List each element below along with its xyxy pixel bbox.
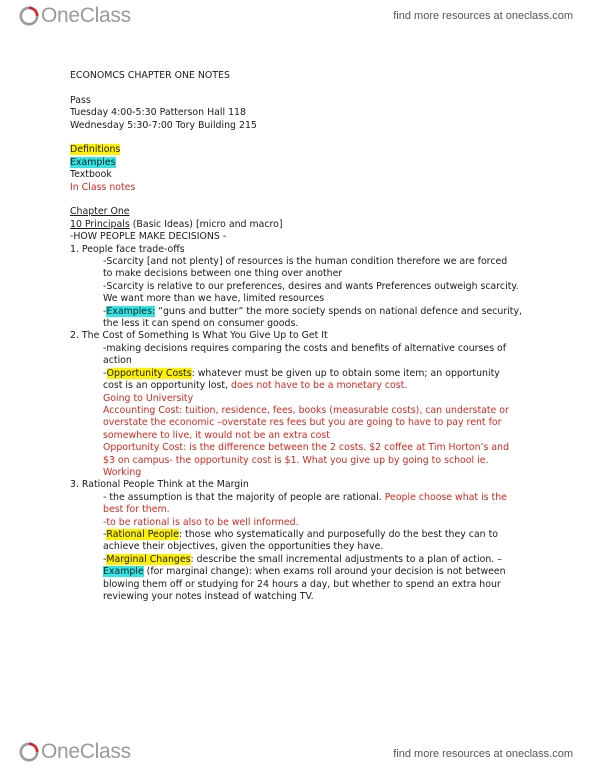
p2-red-1: Going to University: [103, 392, 194, 404]
page-header: [0, 0, 595, 30]
dash: -: [103, 305, 107, 317]
p3-line-3: -to be rational is also to be well informed.: [103, 516, 299, 528]
header-tagline-link[interactable]: find more resources at oneclass.com: [393, 10, 573, 22]
principle-3-heading: 3. Rational People Think at the Margin: [70, 479, 249, 491]
principle-1-heading: 1. People face trade-offs: [70, 243, 185, 255]
p3-example-line-2: blowing them off or studying for 24 hours a day, but whether to spend an extra hour: [103, 578, 501, 590]
chapter-heading: Chapter One: [70, 206, 130, 218]
p1-line-4: We want more than we have, limited resources: [103, 293, 325, 305]
p3-rational-line: [70, 529, 575, 541]
p1-example-line-2: the less it can spend on consumer goods.: [103, 318, 299, 330]
p3-rational-text: : those who systematically and purposefully do the best they can to: [178, 528, 499, 540]
dash: -: [103, 367, 107, 379]
p1-line-2: to make decisions between one thing over another: [103, 268, 343, 280]
principals-line: [70, 219, 575, 231]
marginal-changes-highlight: Marginal Changes: [106, 553, 191, 565]
p3-example-line: [70, 566, 575, 578]
p3-line-1-red: People choose what is the: [384, 491, 507, 503]
dash: -: [103, 553, 107, 565]
footer-tagline-link[interactable]: find more resources at oneclass.com: [393, 748, 573, 760]
example-highlight: Example: [103, 566, 144, 578]
p3-line-2: best for them.: [103, 504, 170, 516]
p3-example-text: (for marginal change): when exams roll around your decision is not between: [143, 566, 506, 578]
p2-opportunity-line-2: [70, 380, 575, 392]
p3-marginal-line: [70, 554, 575, 566]
p2-opportunity-text-2: cost is an opportunity lost,: [103, 380, 232, 392]
p3-marginal-text: : describe the small incremental adjustments to a plan of action. –: [190, 553, 502, 565]
rational-people-highlight: Rational People: [106, 528, 179, 540]
how-heading: -HOW PEOPLE MAKE DECISIONS -: [70, 231, 227, 243]
p3-line-1-text: - the assumption is that the majority of people are rational.: [103, 491, 385, 503]
pass-label: Pass: [70, 94, 91, 106]
p2-red-4: somewhere to live, it would not be an extra cost: [103, 429, 330, 441]
wednesday-schedule: Wednesday 5:30-7:00 Tory Building 215: [70, 119, 257, 131]
p2-line-1: -making decisions requires comparing the costs and benefits of alternative courses of: [103, 342, 507, 354]
p2-opportunity-text: : whatever must be given up to obtain some item; an opportunity: [191, 367, 500, 379]
oneclass-footer-logo[interactable]: [18, 740, 131, 764]
p1-line-1: -Scarcity [and not plenty] of resources is the human condition therefore we are forced: [103, 256, 508, 268]
logo-text: OneClass: [41, 4, 131, 27]
legend-definitions: Definitions: [70, 144, 121, 156]
legend-inclass: In Class notes: [70, 181, 136, 193]
p3-example-line-3: reviewing your notes instead of watching TV.: [103, 591, 314, 603]
p1-line-3: -Scarcity is relative to our preferences, desires and wants Preferences outweigh scarcity.: [103, 280, 519, 292]
p3-rational-line-2: achieve their objectives, given the opportunities they have.: [103, 541, 384, 553]
tuesday-schedule: Tuesday 4:00-5:30 Patterson Hall 118: [70, 107, 246, 119]
p2-opportunity-line: [70, 368, 575, 380]
p1-example-text: “guns and butter” the more society spends on national defence and security,: [155, 305, 522, 317]
principals-underlined: 10 Principals: [70, 218, 130, 230]
opportunity-costs-highlight: Opportunity Costs: [106, 367, 192, 379]
oneclass-logo-icon: [18, 5, 40, 27]
p2-red-5: Opportunity Cost: is the difference between the 2 costs. $2 coffee at Tim Horton’s and: [103, 442, 510, 454]
p2-red-6: $3 on campus- the opportunity cost is $1. What you give up by going to school ie.: [103, 454, 489, 466]
notes-document: [70, 70, 575, 603]
p3-line-1: [70, 492, 575, 504]
p2-red-2: Accounting Cost: tuition, residence, fees, books (measurable costs), can understate or: [103, 404, 509, 416]
principals-rest: (Basic Ideas) [micro and macro]: [129, 218, 283, 230]
p2-line-2: action: [103, 355, 132, 367]
oneclass-logo-icon: [18, 741, 40, 763]
oneclass-logo[interactable]: [18, 4, 131, 28]
logo-text: OneClass: [41, 740, 131, 763]
examples-highlight: Examples:: [106, 305, 156, 317]
p2-red-7: Working: [103, 466, 142, 478]
dash: -: [103, 528, 107, 540]
legend-examples: Examples: [70, 156, 116, 168]
doc-title: ECONOMCS CHAPTER ONE NOTES: [70, 70, 230, 81]
p2-red-3: overstate the economic –overstate res fees but you are going to have to pay rent for: [103, 417, 502, 429]
p1-example-line: [70, 306, 575, 318]
legend-textbook: Textbook: [70, 169, 112, 181]
principle-2-heading: 2. The Cost of Something Is What You Give Up to Get It: [70, 330, 328, 342]
p2-opportunity-red: does not have to be a monetary cost.: [231, 380, 408, 392]
page-footer: [0, 738, 595, 768]
